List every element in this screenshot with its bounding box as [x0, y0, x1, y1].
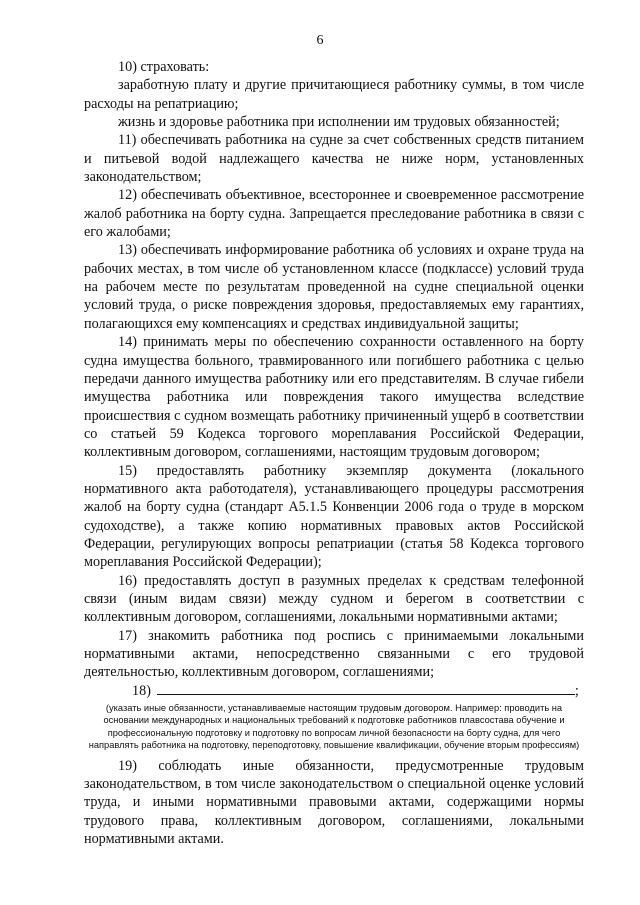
item-18-number: 18) [132, 682, 151, 699]
item-18-note: (указать иные обязанности, устанавливаемые настоящим трудовым договором. Например: проводить на основании международных и национальных требований к подготовке работников плавсостава обучение и профессиональную подготовку и подготовку по вопросам личной безопасности на борту судна, для чего направлять работника на подготовку, переподготовку, повышение квалификации, обучение вторым профессиям) [88, 703, 580, 751]
item-13: 13) обеспечивать информирование работника об условиях и охране труда на рабочих местах, в том числе об установленном классе (подклассе) условий труда на рабочем месте по результатам проведенной на судне специальной оценки условий труда, о риске повреждения здоровья, предоставляемых ему гарантиях, полагающихся ему компенсациях и средствах индивидуальной защиты; [84, 242, 584, 332]
item-18-end: ; [574, 682, 579, 699]
item-10: 10) страховать: [118, 59, 210, 75]
item-10-salary: заработную плату и другие причитающиеся работнику суммы, в том числе расходы на репатриацию; [84, 77, 584, 112]
item-17: 17) знакомить работника под роспись с принимаемыми локальными нормативными актами, непосредственно связанными с его трудовой деятельностью, коллективным договором, соглашениями; [84, 627, 584, 681]
document-body [84, 58, 584, 848]
item-16: 16) предоставлять доступ в разумных пределах к средствам телефонной связи (иным видам связи) между судном и берегом в соответствии с коллективным договором, соглашениями, локальными нормативными актами; [84, 572, 584, 626]
item-11: 11) обеспечивать работника на судне за счет собственных средств питанием и питьевой водой надлежащего качества не ниже норм, установленных законодательством; [84, 132, 584, 186]
item-12: 12) обеспечивать объективное, всестороннее и своевременное рассмотрение жалоб работника на борту судна. Запрещается преследование работника в связи с его жалобами; [84, 187, 584, 241]
item-10-life: жизнь и здоровье работника при исполнении им трудовых обязанностей; [118, 114, 560, 131]
item-14: 14) принимать меры по обеспечению сохранности оставленного на борту судна имущества больного, травмированного или погибшего работника с целью передачи данного имущества работнику или его представителям. В случае гибели имущества работника или повреждения такого имущества вследствие происшествия с судном возмещать работнику причиненный ущерб в соответствии со статьей 59 Кодекса торгового мореплавания Российской Федерации, коллективным договором, соглашениями, настоящим трудовым договором; [84, 334, 584, 461]
item-18-blank[interactable] [157, 682, 575, 695]
item-18 [84, 682, 584, 700]
page-number: 6 [316, 33, 324, 48]
item-19: 19) соблюдать иные обязанности, предусмотренные трудовым законодательством, в том числе законодательством о специальной оценке условий труда, и иными нормативными правовыми актами, содержащими нормы трудового права, коллективным договором, соглашениями, локальными нормативными актами. [84, 757, 584, 848]
item-15: 15) предоставлять работнику экземпляр документа (локального нормативного акта работодателя), устанавливающего процедуры рассмотрения жалоб на борту судна (стандарт А5.1.5 Конвенции 2006 года о труде в морском судоходстве), а также копию нормативных правовых актов Российской Федерации, регулирующих вопросы репатриации (статья 58 Кодекса торгового мореплавания Российской Федерации); [84, 462, 584, 571]
